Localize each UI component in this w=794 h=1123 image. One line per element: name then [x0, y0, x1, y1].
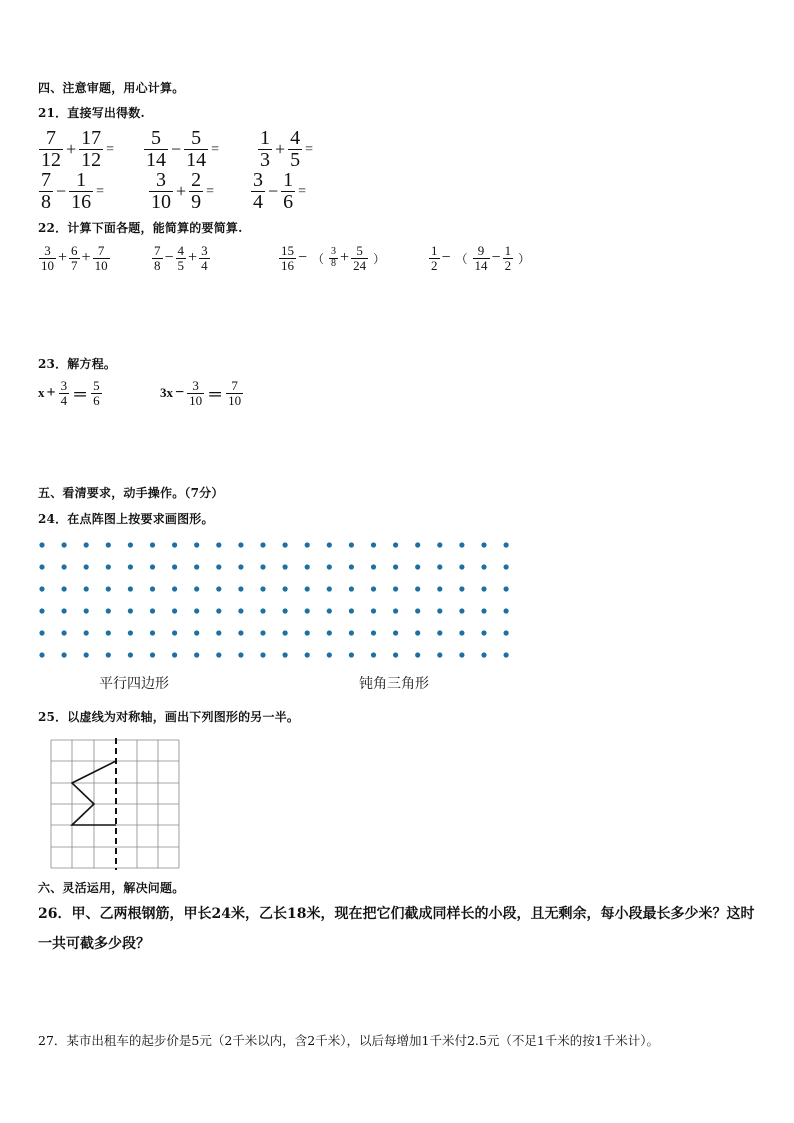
q22-expr-2: $\frac{7}{8}$ − $\frac{4}{5}$ + $\frac{3}{4}$ [154, 243, 208, 273]
section-six-heading: 六、灵活运用，解决问题。 [38, 881, 185, 895]
q21-expr-5: $\frac{3}{10}$ + $\frac{2}{9}$ = [151, 169, 215, 213]
question-23-title: 23．解方程。 [38, 357, 117, 371]
question-25-title: 25．以虚线为对称轴，画出下列图形的另一半。 [38, 710, 300, 724]
q23-equation-1: x + $\frac{3}{4}$ ＝ $\frac{5}{6}$ [38, 378, 100, 408]
section-four-heading: 四、注意审题，用心计算。 [38, 81, 185, 95]
q21-expr-3: $\frac{1}{3}$ + $\frac{4}{5}$ = [260, 127, 314, 171]
q21-expr-2: $\frac{5}{14}$ − $\frac{5}{14}$ = [146, 127, 220, 171]
question-26-text: 26．甲、乙两根钢筋，甲长24米，乙长18米，现在把它们截成同样长的小段，且无剩余，每小段最长多少米？这时一共可截多少段？ [38, 906, 755, 952]
q23-equation-2: 3x − $\frac{3}{10}$ ＝ $\frac{7}{10}$ [160, 378, 242, 408]
question-24-title: 24．在点阵图上按要求画图形。 [38, 512, 214, 526]
q21-expr-6: $\frac{3}{4}$ − $\frac{1}{6}$ = [253, 169, 307, 213]
q22-expr-4: $\frac{1}{2}$ − （ $\frac{9}{14}$ − $\frac{1}{2}$ ） [431, 243, 531, 273]
label-obtuse-triangle: 钝角三角形 [359, 676, 429, 692]
q21-expr-1: $\frac{7}{12}$ + $\frac{17}{12}$ = [41, 127, 115, 171]
label-parallelogram: 平行四边形 [99, 676, 169, 692]
q22-expr-1: $\frac{3}{10}$ + $\frac{6}{7}$ + $\frac{7}{10}$ [41, 243, 108, 273]
q21-expr-4: $\frac{7}{8}$ − $\frac{1}{16}$ = [41, 169, 105, 213]
question-27-text: 27．某市出租车的起步价是5元（2千米以内，含2千米），以后每增加1千米付2.5元（不足1千米的按1千米计）。 [38, 1033, 660, 1048]
section-five-heading: 五、看清要求，动手操作。（7分） [38, 486, 224, 500]
question-21-title: 21．直接写出得数. [38, 106, 145, 120]
question-22-title: 22．计算下面各题，能简算的要简算. [38, 221, 243, 235]
q22-expr-3: $\frac{15}{16}$ − （ $\frac{3}{8}$ + $\frac{5}{24}$ ） [281, 243, 386, 273]
